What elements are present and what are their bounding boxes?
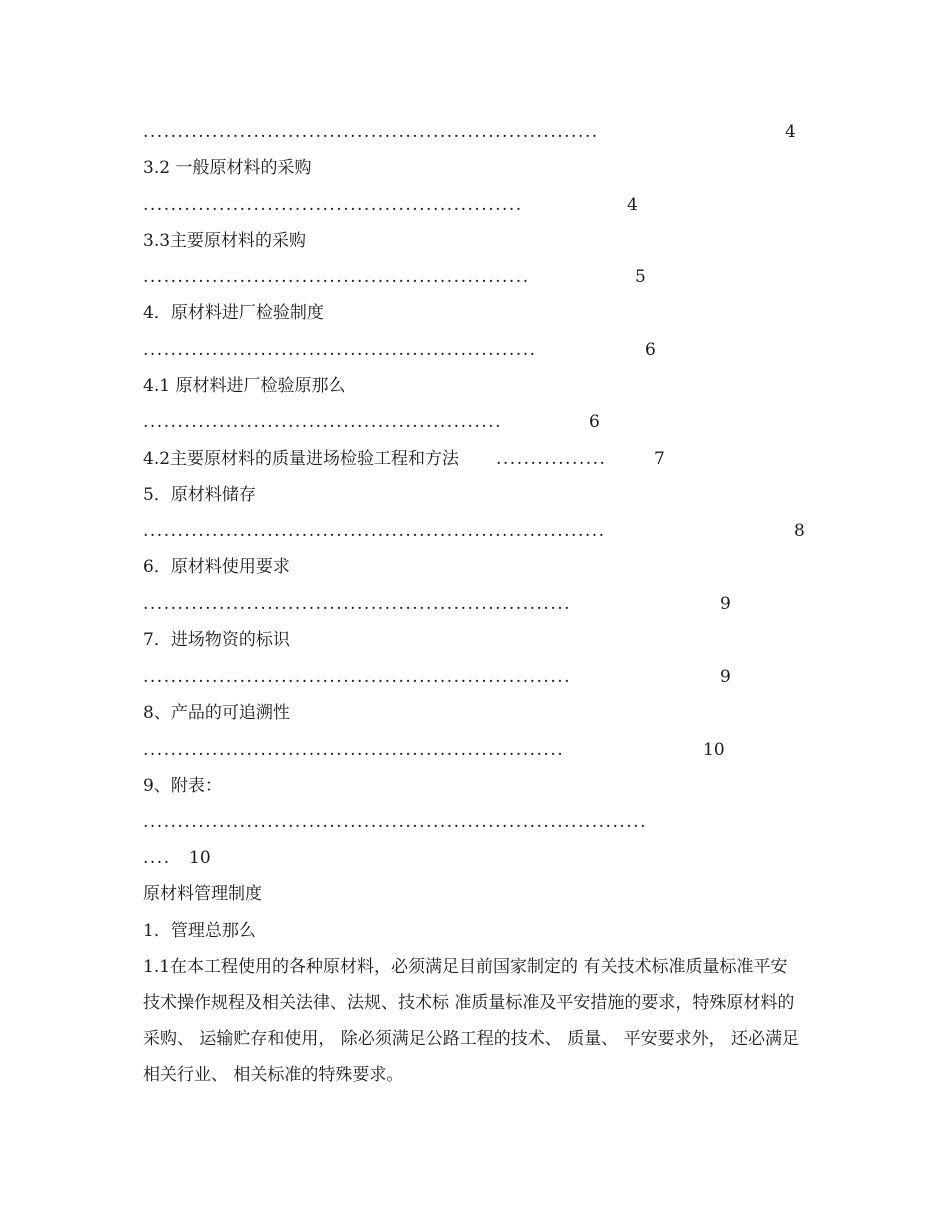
toc-page-number: 9	[720, 667, 731, 687]
toc-page-number: 9	[720, 594, 731, 614]
toc-page-number: 10	[189, 848, 211, 868]
toc-dot-leader: ....................................................	[143, 412, 502, 432]
toc-dot-leader: ....	[143, 848, 171, 868]
toc-dot-leader: ..............................................................	[143, 594, 572, 614]
toc-dot-leader: ..............................................................	[143, 667, 572, 687]
toc-entry-title: 3.2 一般原材料的采购	[143, 158, 312, 178]
toc-dot-leader: ..................................................................	[143, 122, 599, 142]
toc-dot-leader: .........................................................................	[143, 812, 647, 832]
toc-page-number: 6	[589, 412, 600, 432]
toc-entry-title: 9、附表：	[143, 776, 222, 796]
toc-entry-title: 7．进场物资的标识	[143, 630, 290, 650]
toc-entry-title: 5．原材料储存	[143, 485, 256, 505]
toc-page-number: 6	[645, 340, 656, 360]
toc-page-number: 4	[785, 122, 796, 142]
toc-page-number: 5	[635, 267, 646, 287]
toc-dot-leader: ................	[496, 449, 607, 469]
toc-entry-title: 8、产品的可追溯性	[143, 703, 290, 723]
toc-dot-leader: .........................................................	[143, 340, 537, 360]
toc-dot-leader: .............................................................	[143, 740, 565, 760]
toc-entry-title: 3.3主要原材料的采购	[143, 231, 307, 251]
toc-entry-title: 4.1 原材料进厂检验原那么	[143, 376, 346, 396]
toc-entry-title: 4．原材料进厂检验制度	[143, 303, 324, 323]
toc-dot-leader: ........................................................	[143, 267, 530, 287]
toc-entry-title: 4.2主要原材料的质量进场检验工程和方法	[143, 449, 460, 469]
toc-page-number: 10	[703, 740, 725, 760]
document-title: 原材料管理制度	[143, 884, 262, 904]
toc-page-number: 7	[654, 449, 665, 469]
toc-page-number: 8	[794, 521, 805, 541]
toc-dot-leader: ...................................................................	[143, 521, 606, 541]
toc-page-number: 4	[627, 195, 638, 215]
toc-dot-leader: .......................................................	[143, 195, 523, 215]
section-heading: 1．管理总那么	[143, 921, 256, 941]
paragraph-1-1: 1.1在本工程使用的各种原材料，必须满足目前国家制定的 有关技术标准质量标准平安技术操作规程及相关法律、法规、技术标 准质量标准及平安措施的要求，特殊原材料的采购、 运输贮存和使用， 除必须满足公路工程的技术、 质量、 平安要求外， 还必满足相关行业、 相关标准的特殊要求。	[143, 957, 800, 1085]
toc-entry-title: 6．原材料使用要求	[143, 557, 290, 577]
